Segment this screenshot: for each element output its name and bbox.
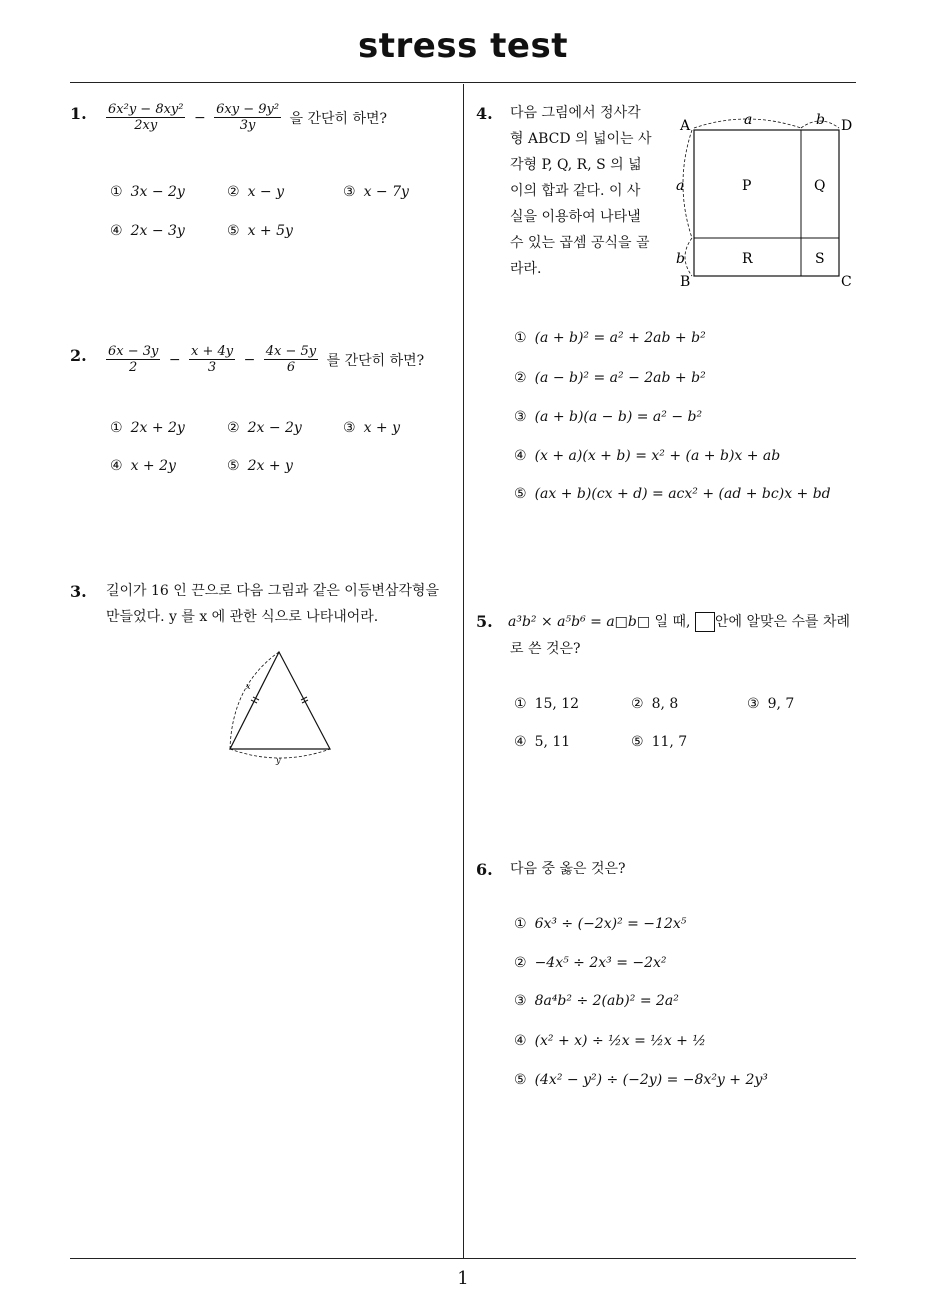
option-text: 2x − 2y [247, 420, 302, 436]
left-b-label: b [676, 251, 685, 267]
q2-option-3[interactable] [343, 420, 400, 436]
q2-number: 2. [70, 346, 87, 365]
q5-text-mid: 일 때, [654, 614, 691, 630]
q4-option-3[interactable] [514, 409, 702, 425]
q2-expression [106, 344, 428, 375]
q1-option-2[interactable] [227, 184, 284, 200]
option-text: 8, 8 [651, 696, 679, 712]
option-text: (x² + x) ÷ ½x = ½x + ½ [534, 1033, 706, 1049]
circled-number-icon: ⑤ [514, 486, 527, 502]
q4-number: 4. [476, 104, 493, 123]
circled-number-icon: ① [110, 420, 123, 436]
q2-option-4[interactable] [110, 458, 176, 474]
circled-number-icon: ④ [514, 734, 527, 750]
circled-number-icon: ① [110, 184, 123, 200]
q4-line-6: 수 있는 곱셈 공식을 골 [510, 235, 650, 251]
option-text: (a + b)² = a² + 2ab + b² [534, 330, 706, 346]
option-text: −4x⁵ ÷ 2x³ = −2x² [534, 955, 667, 971]
q4-option-1[interactable] [514, 330, 706, 346]
option-text: 15, 12 [534, 696, 580, 712]
q5-option-5[interactable] [631, 734, 687, 750]
q1-expression [106, 102, 391, 133]
circled-number-icon: ② [514, 370, 527, 386]
circled-number-icon: ⑤ [514, 1072, 527, 1088]
q1-number: 1. [70, 104, 87, 123]
option-text: x − 7y [363, 184, 409, 200]
q1-frac2-numerator: 6xy − 9y² [216, 102, 280, 117]
q2-frac2-denominator: 3 [207, 360, 217, 375]
q1-option-4[interactable] [110, 223, 185, 239]
circled-number-icon: ① [514, 696, 527, 712]
q1-option-5[interactable] [227, 223, 293, 239]
q6-option-2[interactable] [514, 955, 667, 971]
q2-frac1-denominator: 2 [129, 360, 138, 375]
q5-option-2[interactable] [631, 696, 678, 712]
q5-option-4[interactable] [514, 734, 570, 750]
circled-number-icon: ④ [514, 1033, 527, 1049]
option-text: 2x + y [247, 458, 293, 474]
region-q-label: Q [814, 178, 826, 194]
q2-fraction-1 [106, 344, 160, 375]
circled-number-icon: ② [514, 955, 527, 971]
region-r-label: R [742, 251, 753, 267]
q2-fraction-3 [264, 344, 318, 375]
q4-line-7: 라라. [510, 261, 542, 277]
option-text: (x + a)(x + b) = x² + (a + b)x + ab [534, 448, 781, 464]
q4-line-3: 각형 P, Q, R, S 의 넓 [510, 157, 642, 173]
option-text: 6x³ ÷ (−2x)² = −12x⁵ [534, 916, 687, 932]
q2-option-2[interactable] [227, 420, 302, 436]
circled-number-icon: ⑤ [227, 223, 240, 239]
circled-number-icon: ④ [514, 448, 527, 464]
q1-frac1-numerator: 6x²y − 8xy² [108, 102, 184, 117]
circled-number-icon: ③ [514, 993, 527, 1009]
vertex-a-label: A [680, 118, 691, 134]
region-s-label: S [815, 251, 825, 267]
q1-option-1[interactable] [110, 184, 185, 200]
q1-operator: − [193, 109, 206, 126]
q6-option-1[interactable] [514, 916, 686, 932]
option-text: 8a⁴b² ÷ 2(ab)² = 2a² [534, 993, 679, 1009]
region-p-label: P [742, 178, 752, 194]
label-x: x [246, 682, 251, 691]
option-text: x + y [363, 420, 400, 436]
q4-line-2: 형 ABCD 의 넓이는 사 [510, 131, 652, 147]
circled-number-icon: ② [227, 420, 240, 436]
circled-number-icon: ② [227, 184, 240, 200]
circled-number-icon: ③ [747, 696, 760, 712]
q2-fraction-2 [189, 344, 235, 375]
q4-line-4: 이의 합과 같다. 이 사 [510, 183, 641, 199]
q2-operator-1: − [168, 351, 181, 368]
q6-option-5[interactable] [514, 1072, 768, 1088]
option-text: 3x − 2y [130, 184, 185, 200]
q4-option-4[interactable] [514, 448, 780, 464]
bottom-rule [70, 1258, 856, 1259]
top-b-label: b [816, 112, 825, 128]
q5-number: 5. [476, 612, 493, 631]
option-text: 9, 7 [767, 696, 795, 712]
option-text: x + 2y [130, 458, 176, 474]
q6-option-3[interactable] [514, 993, 679, 1009]
q3-line-1: 길이가 16 인 끈으로 다음 그림과 같은 이등변삼각형을 [106, 583, 439, 599]
option-text: (a + b)(a − b) = a² − b² [534, 409, 703, 425]
circled-number-icon: ③ [343, 420, 356, 436]
q1-frac2-denominator: 3y [239, 118, 256, 133]
vertex-d-label: D [841, 118, 853, 134]
q2-frac3-numerator: 4x − 5y [265, 344, 317, 359]
circled-number-icon: ④ [110, 223, 123, 239]
left-a-label: a [676, 178, 685, 194]
q5-text-end: 안에 알맞은 수를 차례 [714, 614, 851, 630]
q2-frac2-numerator: x + 4y [191, 344, 234, 359]
option-text: x − y [247, 184, 284, 200]
option-text: 5, 11 [534, 734, 571, 750]
q1-fraction-1 [106, 102, 185, 133]
circled-number-icon: ① [514, 330, 527, 346]
option-text: (a − b)² = a² − 2ab + b² [534, 370, 706, 386]
circled-number-icon: ⑤ [227, 458, 240, 474]
circled-number-icon: ② [631, 696, 644, 712]
circled-number-icon: ⑤ [631, 734, 644, 750]
page-title: stress test [358, 26, 568, 66]
square-abcd-figure [672, 108, 856, 294]
top-a-label: a [744, 112, 753, 128]
q2-option-1[interactable] [110, 420, 185, 436]
q6-question: 다음 중 옳은 것은? [510, 861, 626, 877]
option-text: 2x − 3y [130, 223, 185, 239]
option-text: 11, 7 [651, 734, 688, 750]
q1-suffix: 을 간단히 하면? [289, 110, 388, 127]
option-text: (ax + b)(cx + d) = acx² + (ad + bc)x + bd [534, 486, 831, 502]
circled-number-icon: ④ [110, 458, 123, 474]
q6-option-4[interactable] [514, 1033, 706, 1049]
isosceles-triangle-figure [222, 645, 342, 770]
circled-number-icon: ① [514, 916, 527, 932]
q5-line-2: 로 쓴 것은? [510, 641, 581, 657]
vertex-c-label: C [841, 274, 852, 290]
q1-fraction-2 [214, 102, 281, 133]
q5-expression: a³b² × a⁵b⁶ = a□b□ [508, 614, 651, 630]
vertex-b-label: B [680, 274, 691, 290]
q3-number: 3. [70, 582, 87, 601]
q2-frac3-denominator: 6 [286, 360, 296, 375]
q2-operator-2: − [243, 351, 256, 368]
q4-line-1: 다음 그림에서 정사각 [510, 105, 641, 121]
q5-option-3[interactable] [747, 696, 794, 712]
label-y: y [276, 756, 281, 765]
circled-number-icon: ③ [514, 409, 527, 425]
q5-option-1[interactable] [514, 696, 579, 712]
q6-number: 6. [476, 860, 493, 879]
column-divider [463, 84, 464, 1259]
blank-box-icon [695, 612, 715, 632]
q3-line-2: 만들었다. y 를 x 에 관한 식으로 나타내어라. [106, 609, 379, 625]
top-rule [70, 82, 856, 83]
q2-option-5[interactable] [227, 458, 293, 474]
option-text: x + 5y [247, 223, 293, 239]
option-text: 2x + 2y [130, 420, 185, 436]
q2-suffix: 를 간단히 하면? [326, 352, 425, 369]
page-number: 1 [457, 1268, 469, 1289]
q4-option-5[interactable] [514, 486, 831, 502]
q4-line-5: 실을 이용하여 나타낼 [510, 209, 641, 225]
q1-frac1-denominator: 2xy [134, 118, 158, 133]
q2-frac1-numerator: 6x − 3y [108, 344, 159, 359]
option-text: (4x² − y²) ÷ (−2y) = −8x²y + 2y³ [534, 1072, 768, 1088]
circled-number-icon: ③ [343, 184, 356, 200]
q4-option-2[interactable] [514, 370, 706, 386]
q5-line-1 [508, 609, 850, 635]
q1-option-3[interactable] [343, 184, 409, 200]
